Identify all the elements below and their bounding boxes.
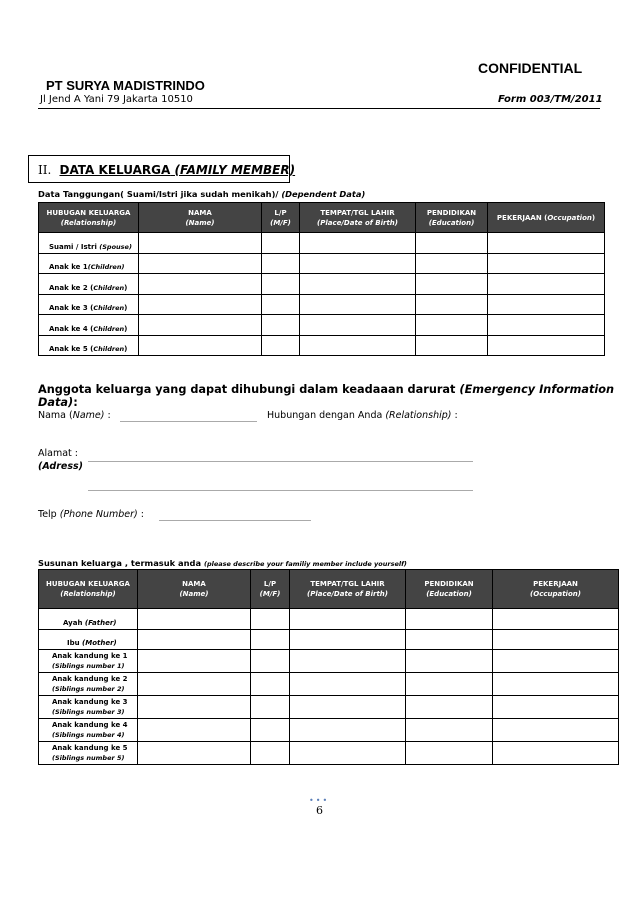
fam-col-relationship: HUBUGAN KELUARGA (Relationship) xyxy=(39,570,138,609)
section-title-text: DATA KELUARGA xyxy=(59,163,171,177)
dep-row-label: Suami / Istri (Spouse) xyxy=(39,233,139,254)
dependent-table xyxy=(38,202,605,356)
fam-row-label: Anak kandung ke 3 (Siblings number 3) xyxy=(39,696,138,719)
dep-row-label: Anak ke 3 (Children) xyxy=(39,295,139,315)
emergency-phone-label: Telp (Phone Number) : xyxy=(38,509,144,520)
table-cell[interactable] xyxy=(406,650,493,673)
table-cell[interactable] xyxy=(138,609,251,630)
table-cell[interactable] xyxy=(406,719,493,742)
dep-col-name: NAMA (Name) xyxy=(139,203,262,233)
emergency-name-field[interactable] xyxy=(120,421,257,422)
header-divider xyxy=(38,108,600,109)
table-cell[interactable] xyxy=(138,742,251,765)
footer-dots: ••• xyxy=(309,796,330,805)
family-header-row xyxy=(39,570,619,609)
table-cell[interactable] xyxy=(406,609,493,630)
fam-col-education: PENDIDIKAN (Education) xyxy=(406,570,493,609)
table-cell[interactable] xyxy=(488,336,605,356)
fam-row-label: Anak kandung ke 1 (Siblings number 1) xyxy=(39,650,138,673)
emergency-title xyxy=(38,383,638,409)
table-cell[interactable] xyxy=(406,673,493,696)
table-row xyxy=(39,673,619,696)
table-row xyxy=(39,295,605,315)
table-cell[interactable] xyxy=(406,630,493,650)
table-cell[interactable] xyxy=(138,719,251,742)
table-cell[interactable] xyxy=(138,650,251,673)
fam-col-gender: L/P (M/F) xyxy=(251,570,290,609)
dep-col-relationship: HUBUGAN KELUARGA (Relationship) xyxy=(39,203,139,233)
table-cell[interactable] xyxy=(290,630,406,650)
table-cell[interactable] xyxy=(406,696,493,719)
family-subtitle xyxy=(38,558,407,568)
fam-col-birth: TEMPAT/TGL LAHIR (Place/Date of Birth) xyxy=(290,570,406,609)
emergency-address-label: Alamat : (Adress) xyxy=(38,448,83,472)
dep-row-label: Anak ke 4 (Children) xyxy=(39,315,139,336)
table-cell[interactable] xyxy=(251,719,290,742)
table-cell[interactable] xyxy=(262,315,300,336)
table-cell[interactable] xyxy=(251,609,290,630)
table-row xyxy=(39,742,619,765)
table-cell[interactable] xyxy=(300,233,416,254)
section-number: II. xyxy=(38,163,52,177)
table-cell[interactable] xyxy=(262,295,300,315)
table-cell[interactable] xyxy=(139,274,262,295)
table-row xyxy=(39,650,619,673)
dependent-subtitle-en: (Dependent Data) xyxy=(281,189,366,199)
table-cell[interactable] xyxy=(251,650,290,673)
table-cell[interactable] xyxy=(290,673,406,696)
table-cell[interactable] xyxy=(488,233,605,254)
emergency-relationship-label: Hubungan dengan Anda (Relationship) : xyxy=(267,410,458,421)
table-row xyxy=(39,315,605,336)
table-row xyxy=(39,254,605,274)
dep-row-label: Anak ke 1(Children) xyxy=(39,254,139,274)
table-cell[interactable] xyxy=(290,719,406,742)
family-subtitle-text: Susunan keluarga , termasuk anda xyxy=(38,558,204,568)
fam-row-label: Ibu (Mother) xyxy=(39,630,138,650)
fam-row-label: Ayah (Father) xyxy=(39,609,138,630)
table-row xyxy=(39,336,605,356)
table-row xyxy=(39,630,619,650)
table-cell[interactable] xyxy=(488,295,605,315)
table-cell[interactable] xyxy=(138,696,251,719)
table-row xyxy=(39,719,619,742)
company-name: PT SURYA MADISTRINDO xyxy=(46,78,205,93)
emergency-address-field-2[interactable] xyxy=(88,490,473,491)
table-cell[interactable] xyxy=(139,295,262,315)
fam-row-label: Anak kandung ke 2 (Siblings number 2) xyxy=(39,673,138,696)
company-address: Jl Jend A Yani 79 Jakarta 10510 xyxy=(40,94,193,105)
table-cell[interactable] xyxy=(139,233,262,254)
emergency-title-text: Anggota keluarga yang dapat dihubungi dalam keadaaan darurat xyxy=(38,383,460,396)
family-subtitle-en: (please describe your familiy member include yourself) xyxy=(203,560,407,568)
table-cell[interactable] xyxy=(416,254,488,274)
table-cell[interactable] xyxy=(139,315,262,336)
table-cell[interactable] xyxy=(139,254,262,274)
emergency-name-label: Nama (Name) : xyxy=(38,410,111,421)
fam-row-label: Anak kandung ke 4 (Siblings number 4) xyxy=(39,719,138,742)
table-cell[interactable] xyxy=(251,742,290,765)
table-cell[interactable] xyxy=(300,336,416,356)
fam-col-occupation: PEKERJAAN (Occupation) xyxy=(493,570,619,609)
table-cell[interactable] xyxy=(416,315,488,336)
table-cell[interactable] xyxy=(138,673,251,696)
table-cell[interactable] xyxy=(251,630,290,650)
dep-row-label: Anak ke 2 (Children) xyxy=(39,274,139,295)
table-cell[interactable] xyxy=(262,254,300,274)
emergency-title-en: (Emergency Information Data) xyxy=(38,383,615,409)
table-cell[interactable] xyxy=(416,295,488,315)
dependent-subtitle-text: Data Tanggungan( Suami/Istri jika sudah menikah)/ xyxy=(38,189,279,199)
table-cell[interactable] xyxy=(493,650,619,673)
table-cell[interactable] xyxy=(290,696,406,719)
emergency-address-field-1[interactable] xyxy=(88,461,473,462)
form-number: Form 003/TM/2011 xyxy=(498,94,603,105)
table-cell[interactable] xyxy=(262,233,300,254)
table-cell[interactable] xyxy=(300,315,416,336)
table-cell[interactable] xyxy=(290,742,406,765)
table-cell[interactable] xyxy=(251,673,290,696)
table-cell[interactable] xyxy=(416,336,488,356)
table-cell[interactable] xyxy=(300,254,416,274)
table-cell[interactable] xyxy=(488,274,605,295)
table-cell[interactable] xyxy=(493,719,619,742)
section-title xyxy=(38,163,295,177)
table-cell[interactable] xyxy=(290,609,406,630)
family-table xyxy=(38,569,619,765)
table-cell[interactable] xyxy=(300,274,416,295)
table-row xyxy=(39,274,605,295)
table-cell[interactable] xyxy=(300,295,416,315)
dependent-header-row xyxy=(39,203,605,233)
confidential-label: CONFIDENTIAL xyxy=(478,60,583,76)
table-cell[interactable] xyxy=(290,650,406,673)
dep-col-birth: TEMPAT/TGL LAHIR (Place/Date of Birth) xyxy=(300,203,416,233)
table-cell[interactable] xyxy=(488,315,605,336)
table-cell[interactable] xyxy=(139,336,262,356)
page-number: 6 xyxy=(316,804,323,817)
table-cell[interactable] xyxy=(138,630,251,650)
table-cell[interactable] xyxy=(493,742,619,765)
emergency-title-tail: : xyxy=(73,396,78,409)
table-cell[interactable] xyxy=(493,630,619,650)
dep-col-education: PENDIDIKAN (Education) xyxy=(416,203,488,233)
dep-row-label: Anak ke 5 (Children) xyxy=(39,336,139,356)
emergency-phone-field[interactable] xyxy=(159,520,311,521)
fam-row-label: Anak kandung ke 5 (Siblings number 5) xyxy=(39,742,138,765)
dep-col-occupation: PEKERJAAN (Occupation) xyxy=(488,203,605,233)
table-row xyxy=(39,233,605,254)
table-cell[interactable] xyxy=(488,254,605,274)
dependent-subtitle xyxy=(38,189,365,199)
table-cell[interactable] xyxy=(493,673,619,696)
table-cell[interactable] xyxy=(493,609,619,630)
table-cell[interactable] xyxy=(493,696,619,719)
table-cell[interactable] xyxy=(416,274,488,295)
section-title-en: (FAMILY MEMBER) xyxy=(174,163,296,177)
dep-col-gender: L/P (M/F) xyxy=(262,203,300,233)
table-row xyxy=(39,609,619,630)
table-cell[interactable] xyxy=(251,696,290,719)
table-cell[interactable] xyxy=(416,233,488,254)
fam-col-name: NAMA (Name) xyxy=(138,570,251,609)
table-row xyxy=(39,696,619,719)
table-cell[interactable] xyxy=(262,274,300,295)
table-cell[interactable] xyxy=(262,336,300,356)
table-cell[interactable] xyxy=(406,742,493,765)
